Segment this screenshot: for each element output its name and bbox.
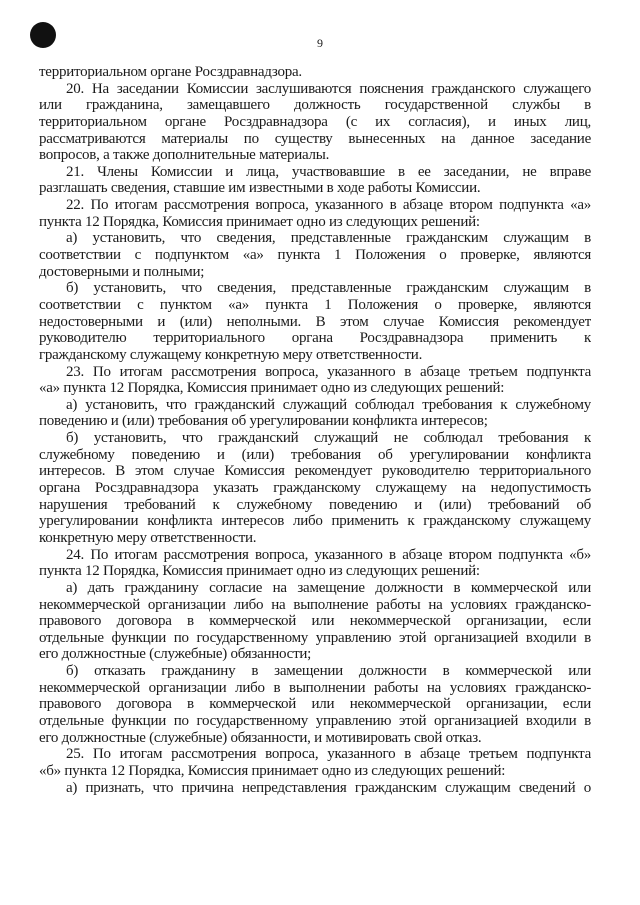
text-line: органа Росздравнадзора указать гражданскому служащему на недопустимость [39, 480, 591, 497]
text-line: «а» пункта 12 Порядка, Комиссия принимает одно из следующих решений: [39, 380, 505, 397]
text-line: его должностные (служебные) обязанности, и мотивировать свой отказ. [39, 729, 482, 746]
text-line: соответствии с подпунктом «а» пункта 1 Положения о проверке, являются [39, 247, 591, 264]
text-line: 23. По итогам рассмотрения вопроса, указанного в абзаце третьем подпункта [66, 363, 591, 380]
text-line: недостоверными и (или) неполными. В этом случае Комиссия рекомендует [39, 313, 591, 330]
page-number: 9 [317, 36, 323, 50]
text-line: нарушения требований к служебному поведению и (или) требований об [39, 496, 591, 513]
text-line: а) признать, что причина непредставления гражданским служащим сведений о [66, 779, 591, 796]
text-line: 21. Члены Комиссии и лица, участвовавшие в ее заседании, не вправе [66, 163, 591, 180]
text-line: территориальном органе Росздравнадзора (с их согласия), и иных лиц, [39, 113, 591, 130]
text-line: некоммерческой организации либо на выполнение работы на условиях гражданско- [39, 596, 591, 613]
text-line: б) установить, что гражданский служащий не соблюдал требования к [66, 430, 591, 447]
text-line: интересов. В этом случае Комиссия рекомендует руководителю территориального [39, 463, 591, 480]
text-line: рассматриваются материалы по существу вынесенных на данное заседание [39, 130, 591, 147]
text-line: пункта 12 Порядка, Комиссия принимает одно из следующих решений: [39, 563, 480, 580]
text-line: урегулировании конфликта интересов либо применить к гражданскому служащему [39, 513, 591, 530]
text-line: вопросов, а также дополнительные материалы. [39, 147, 330, 164]
text-line: а) установить, что сведения, представленные гражданским служащим в [66, 230, 591, 247]
text-line: пункта 12 Порядка, Комиссия принимает одно из следующих решений: [39, 213, 480, 230]
text-line: а) установить, что гражданский служащий соблюдал требования к служебному [66, 396, 591, 413]
text-line: 22. По итогам рассмотрения вопроса, указанного в абзаце втором подпункта «а» [66, 197, 591, 214]
text-line: а) дать гражданину согласие на замещение должности в коммерческой или [66, 579, 591, 596]
text-line: правового договора в коммерческой или некоммерческой организации, если [39, 613, 591, 630]
text-line: его должностные (служебные) обязанности; [39, 646, 312, 663]
text-line: территориальном органе Росздравнадзора. [39, 64, 302, 80]
text-line: поведению и (или) требования об урегулировании конфликта интересов; [39, 413, 488, 430]
text-line: 25. По итогам рассмотрения вопроса, указанного в абзаце третьем подпункта [66, 746, 591, 763]
document-body [39, 64, 591, 796]
text-line: руководителю территориального органа Росздравнадзора применить к [39, 330, 591, 347]
text-line: отдельные функции по государственному управлению этой организацией входили в [39, 629, 591, 646]
text-line: некоммерческой организации либо в выполнении работы на условиях гражданско- [39, 679, 591, 696]
text-line: или гражданина, замещавшего должность государственной службы в [39, 97, 591, 114]
text-line: служебному поведению и (или) требования об урегулировании конфликта [39, 446, 591, 463]
text-line: соответствии с пунктом «а» пункта 1 Положения о проверке, являются [39, 296, 591, 313]
text-line: достоверными и полными; [39, 263, 205, 280]
text-line: б) отказать гражданину в замещении должности в коммерческой или [66, 663, 591, 680]
text-line: 20. На заседании Комиссии заслушиваются пояснения гражданского служащего [66, 80, 591, 97]
text-line: «б» пункта 12 Порядка, Комиссия принимает одно из следующих решений: [39, 762, 506, 779]
text-line: б) установить, что сведения, представленные гражданским служащим в [66, 280, 591, 297]
text-line: 24. По итогам рассмотрения вопроса, указанного в абзаце втором подпункта «б» [66, 546, 591, 563]
text-line: разглашать сведения, ставшие им известными в ходе работы Комиссии. [39, 180, 481, 197]
text-line: правового договора в коммерческой или некоммерческой организации, если [39, 696, 591, 713]
text-line: гражданскому служащему конкретную меру ответственности. [39, 346, 423, 363]
text-line: конкретную меру ответственности. [39, 529, 257, 546]
text-line: отдельные функции по государственному управлению этой организацией входили в [39, 712, 591, 729]
